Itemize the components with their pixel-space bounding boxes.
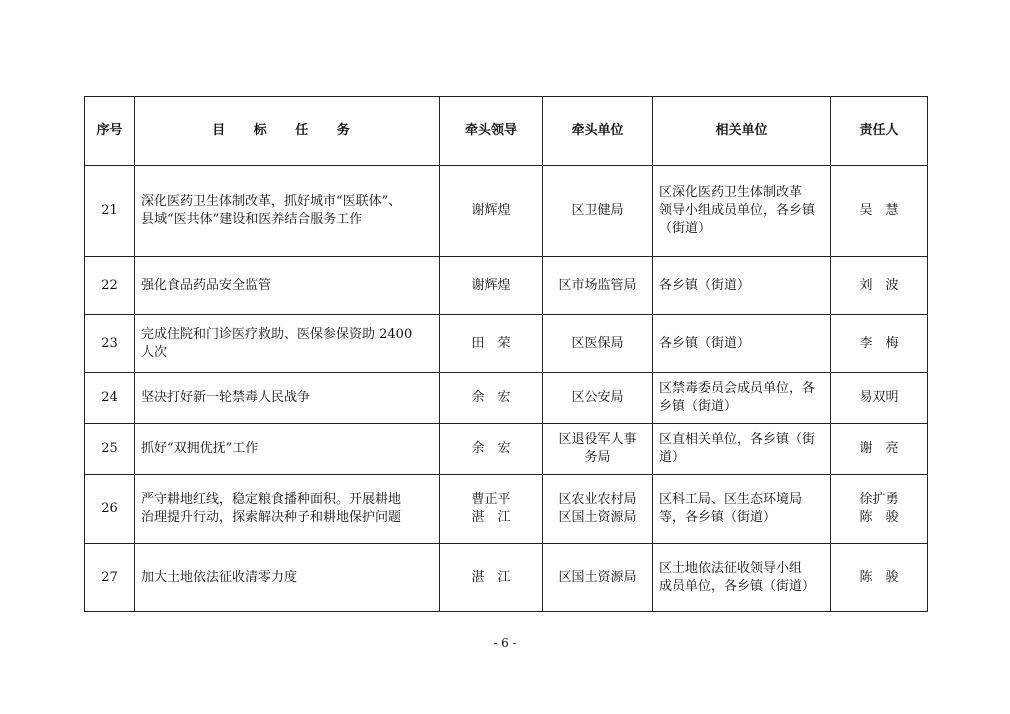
leader-cell bbox=[440, 373, 543, 424]
responsible-name: 陈 骏 bbox=[859, 569, 899, 585]
page-number: - 6 - bbox=[493, 636, 517, 650]
row-number: 24 bbox=[85, 373, 135, 424]
related-line: 各乡镇（街道） bbox=[659, 335, 751, 351]
header-goal: 目 标 任 务 bbox=[135, 97, 440, 166]
related-units-cell bbox=[653, 166, 831, 257]
lead-unit-cell bbox=[543, 373, 653, 424]
leader-cell bbox=[440, 315, 543, 373]
responsible-name: 刘 波 bbox=[859, 277, 899, 293]
responsible-cell bbox=[831, 544, 928, 612]
task-line: 强化食品药品安全监管 bbox=[141, 277, 272, 293]
lead-unit-name: 区市场监管局 bbox=[558, 277, 637, 293]
related-line: 各乡镇（街道） bbox=[659, 277, 751, 293]
responsible-cell bbox=[831, 475, 928, 544]
related-line: （街道） bbox=[659, 221, 712, 236]
lead-unit-name: 区退役军人事 bbox=[558, 432, 637, 447]
related-units-cell bbox=[653, 544, 831, 612]
related-units-cell bbox=[653, 424, 831, 475]
related-line: 区禁毒委员会成员单位，各 bbox=[659, 381, 816, 396]
row-number: 26 bbox=[85, 475, 135, 544]
header-responsible: 责任人 bbox=[831, 97, 928, 166]
responsible-cell bbox=[831, 257, 928, 315]
leader-cell bbox=[440, 424, 543, 475]
row-number: 27 bbox=[85, 544, 135, 612]
leader-name: 余 宏 bbox=[471, 390, 511, 405]
related-line: 领导小组成员单位，各乡镇 bbox=[659, 203, 816, 218]
header-seq: 序号 bbox=[85, 97, 135, 166]
responsible-name: 李 梅 bbox=[859, 335, 899, 351]
responsible-cell bbox=[831, 373, 928, 424]
lead-unit-cell bbox=[543, 424, 653, 475]
responsible-name: 陈 骏 bbox=[859, 510, 899, 525]
leader-name: 谢辉煌 bbox=[471, 277, 511, 293]
lead-unit-name: 区国土资源局 bbox=[558, 510, 637, 525]
task-line: 县域“医共体”建设和医养结合服务工作 bbox=[141, 212, 363, 227]
responsible-cell bbox=[831, 315, 928, 373]
task-line: 治理提升行动，探索解决种子和耕地保护问题 bbox=[141, 510, 402, 525]
table-row bbox=[85, 544, 928, 612]
responsible-name: 徐扩勇 bbox=[859, 492, 899, 507]
related-units-cell bbox=[653, 373, 831, 424]
task-line: 深化医药卫生体制改革，抓好城市“医联体”、 bbox=[141, 194, 402, 209]
task-table bbox=[84, 96, 928, 612]
row-number: 23 bbox=[85, 315, 135, 373]
task-cell bbox=[135, 544, 440, 612]
task-line: 抓好“双拥优抚”工作 bbox=[141, 441, 259, 456]
task-line: 完成住院和门诊医疗救助、医保参保资助 2400 bbox=[141, 326, 413, 342]
related-line: 区深化医药卫生体制改革 bbox=[659, 185, 803, 200]
responsible-name: 谢 亮 bbox=[859, 441, 899, 456]
related-units-cell bbox=[653, 475, 831, 544]
table-row bbox=[85, 315, 928, 373]
leader-name: 余 宏 bbox=[471, 441, 511, 456]
leader-name: 田 荣 bbox=[471, 335, 511, 351]
related-line: 成员单位，各乡镇（街道） bbox=[659, 578, 816, 594]
related-line: 区土地依法征收领导小组 bbox=[659, 560, 803, 576]
header-row bbox=[85, 97, 928, 166]
lead-unit-name: 区农业农村局 bbox=[558, 492, 637, 507]
lead-unit-name: 区国土资源局 bbox=[558, 569, 637, 585]
related-line: 区科工局、区生态环境局 bbox=[659, 492, 803, 507]
responsible-cell bbox=[831, 424, 928, 475]
table-row bbox=[85, 475, 928, 544]
lead-unit-name: 区卫健局 bbox=[571, 203, 624, 218]
table-row bbox=[85, 257, 928, 315]
table-row bbox=[85, 373, 928, 424]
task-cell bbox=[135, 475, 440, 544]
header-leader: 牵头领导 bbox=[440, 97, 543, 166]
leader-cell bbox=[440, 166, 543, 257]
leader-cell bbox=[440, 544, 543, 612]
task-line: 严守耕地红线，稳定粮食播种面积。开展耕地 bbox=[141, 492, 402, 507]
related-line: 乡镇（街道） bbox=[659, 399, 738, 414]
lead-unit-cell bbox=[543, 257, 653, 315]
related-units-cell bbox=[653, 257, 831, 315]
related-units-cell bbox=[653, 315, 831, 373]
task-cell bbox=[135, 424, 440, 475]
row-number: 22 bbox=[85, 257, 135, 315]
related-line: 道） bbox=[659, 450, 686, 465]
lead-unit-name: 区公安局 bbox=[571, 390, 624, 405]
table-row bbox=[85, 166, 928, 257]
task-line: 坚决打好新一轮禁毒人民战争 bbox=[141, 390, 311, 405]
lead-unit-name: 务局 bbox=[584, 450, 611, 465]
row-number: 21 bbox=[85, 166, 135, 257]
header-related-units: 相关单位 bbox=[653, 97, 831, 166]
row-number: 25 bbox=[85, 424, 135, 475]
header-lead-unit: 牵头单位 bbox=[543, 97, 653, 166]
lead-unit-cell bbox=[543, 166, 653, 257]
leader-name: 曹正平 bbox=[471, 492, 511, 507]
task-cell bbox=[135, 373, 440, 424]
task-cell bbox=[135, 166, 440, 257]
responsible-name: 易双明 bbox=[859, 390, 899, 405]
related-line: 等，各乡镇（街道） bbox=[659, 510, 777, 525]
lead-unit-cell bbox=[543, 544, 653, 612]
leader-name: 湛 江 bbox=[471, 510, 511, 525]
task-line: 人次 bbox=[141, 344, 168, 360]
leader-cell bbox=[440, 257, 543, 315]
leader-cell bbox=[440, 475, 543, 544]
leader-name: 湛 江 bbox=[471, 569, 511, 585]
related-line: 区直相关单位，各乡镇（街 bbox=[659, 432, 816, 447]
lead-unit-cell bbox=[543, 475, 653, 544]
responsible-name: 吴 慧 bbox=[859, 203, 899, 218]
lead-unit-cell bbox=[543, 315, 653, 373]
task-cell bbox=[135, 315, 440, 373]
task-cell bbox=[135, 257, 440, 315]
responsible-cell bbox=[831, 166, 928, 257]
leader-name: 谢辉煌 bbox=[471, 203, 511, 218]
lead-unit-name: 区医保局 bbox=[571, 335, 624, 351]
task-line: 加大土地依法征收清零力度 bbox=[141, 569, 298, 585]
table-row bbox=[85, 424, 928, 475]
